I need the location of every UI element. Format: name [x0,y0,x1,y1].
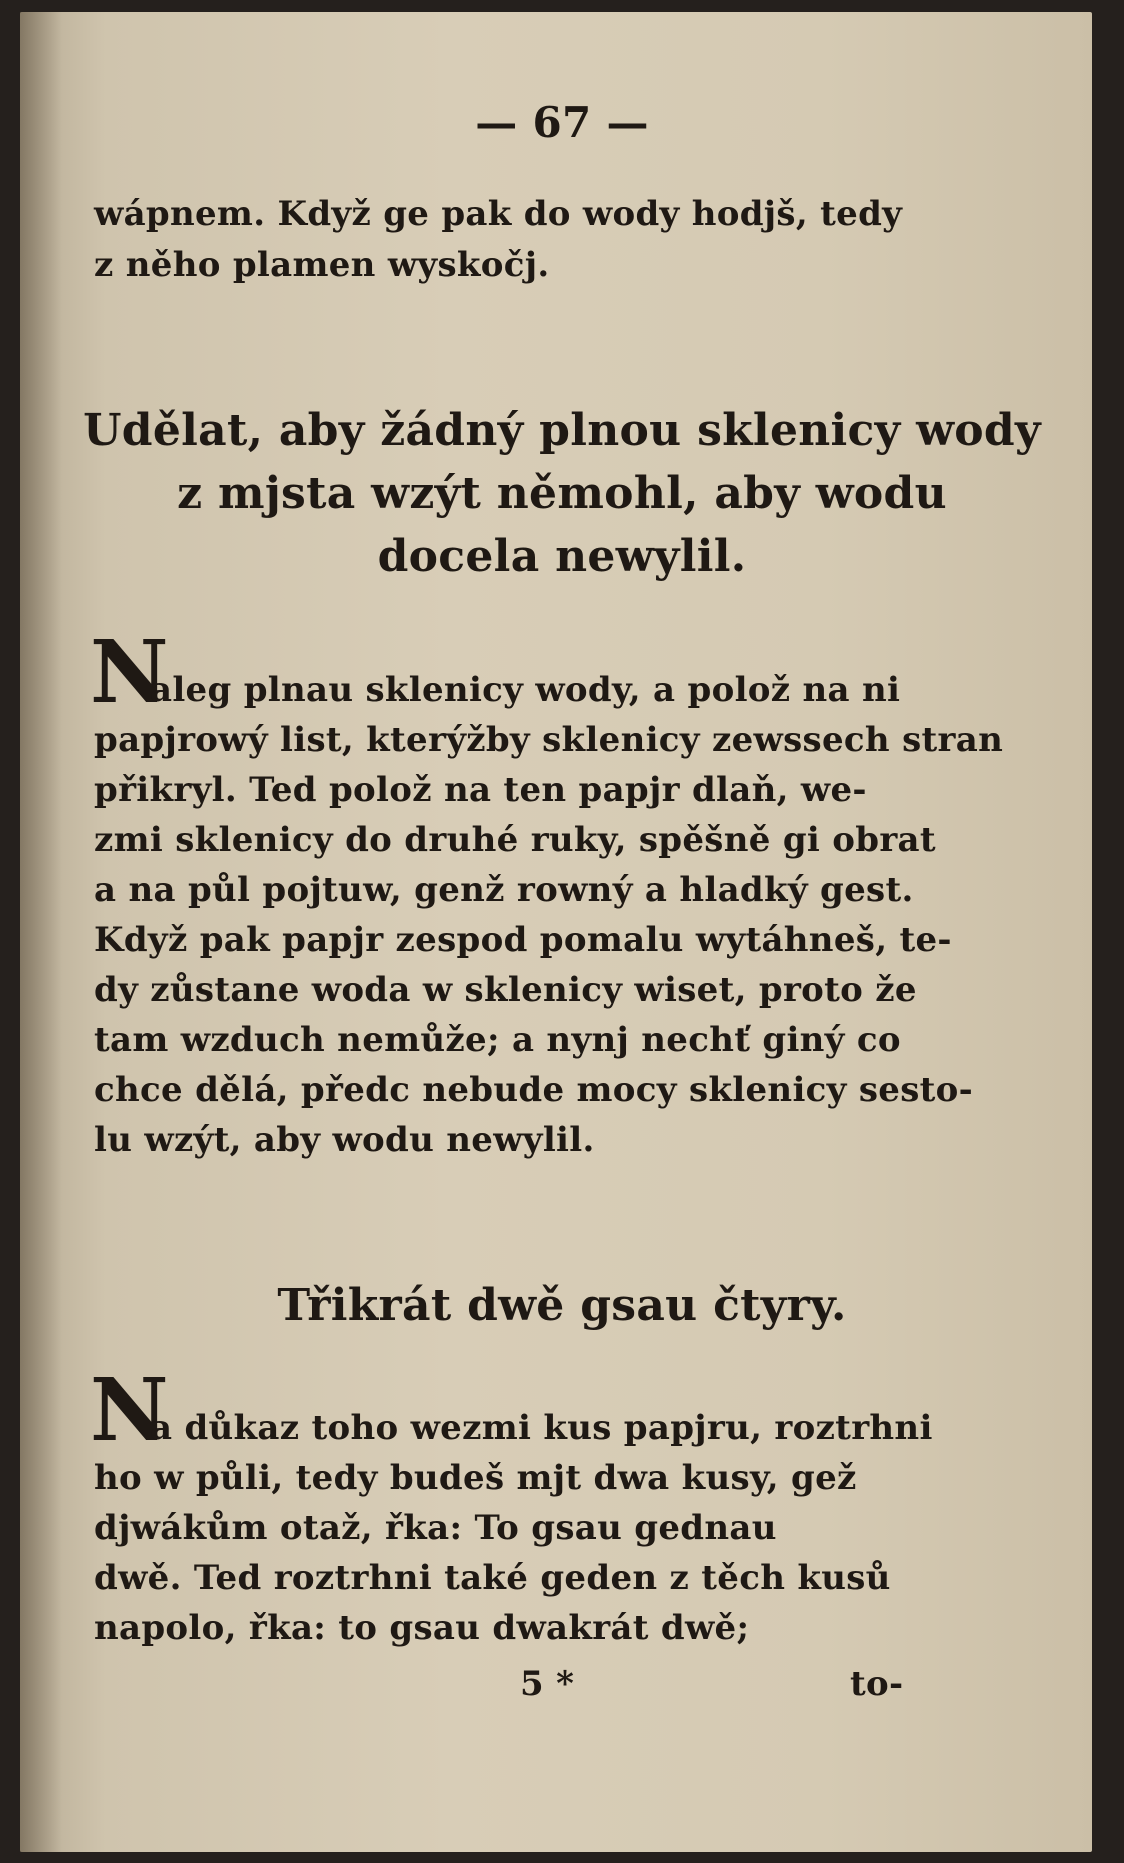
text-line: wápnem. Když ge pak do wody hodjš, tedy [94,194,903,234]
section-heading-line: z mjsta wzýt němohl, aby wodu [177,468,947,519]
text-line: chce dělá, předc nebude mocy sklenicy sesto- [94,1070,974,1110]
text-line: přikryl. Ted polož na ten papjr dlaň, we- [94,770,867,810]
binding-shadow [20,12,62,1852]
printer-signature: 5 * [520,1664,575,1704]
text-line: zmi sklenicy do druhé ruky, spěšně gi obrat [94,820,936,860]
text-line: napolo, řka: to gsau dwakrát dwě; [94,1608,750,1648]
catchword: to- [850,1664,904,1704]
text-line: dy zůstane woda w sklenicy wiset, proto že [94,970,917,1010]
section-heading-line: Udělat, aby žádný plnou sklenicy wody [83,405,1041,456]
text-line: djwákům otaž, řka: To gsau gednau [94,1508,777,1548]
section-heading: Třikrát dwě gsau čtyry. [277,1280,847,1331]
text-line: a na půl pojtuw, genž rowný a hladký gest. [94,870,914,910]
text-line: a důkaz toho wezmi kus papjru, roztrhni [150,1408,933,1448]
drop-cap: N [90,1360,169,1461]
text-line: papjrowý list, kterýžby sklenicy zewssech stran [94,720,1004,760]
text-line: z něho plamen wyskočj. [94,245,550,285]
text-line: dwě. Ted roztrhni také geden z těch kusů [94,1558,891,1598]
text-line: tam wzduch nemůže; a nynj nechť giný co [94,1020,901,1060]
page-number: — 67 — [475,98,649,147]
drop-cap: N [90,622,169,723]
text-line: aleg plnau sklenicy wody, a polož na ni [150,670,901,710]
section-heading-line: docela newylil. [377,531,747,582]
text-line: Když pak papjr zespod pomalu wytáhneš, te- [94,920,952,960]
text-line: lu wzýt, aby wodu newylil. [94,1120,595,1160]
text-line: ho w půli, tedy budeš mjt dwa kusy, gež [94,1458,857,1498]
